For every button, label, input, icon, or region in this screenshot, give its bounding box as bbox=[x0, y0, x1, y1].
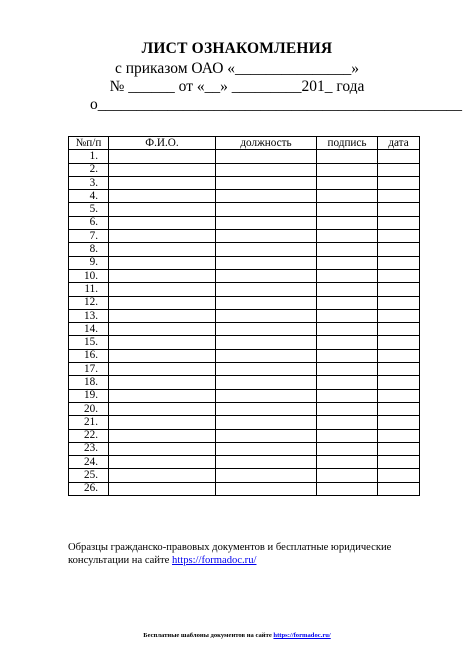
name-cell[interactable] bbox=[109, 176, 216, 189]
date-cell[interactable] bbox=[378, 256, 420, 269]
position-cell[interactable] bbox=[216, 309, 317, 322]
date-cell[interactable] bbox=[378, 442, 420, 455]
signature-cell[interactable] bbox=[317, 269, 378, 282]
name-cell[interactable] bbox=[109, 482, 216, 495]
date-cell[interactable] bbox=[378, 363, 420, 376]
column-header-signature: подпись bbox=[317, 137, 378, 150]
name-cell[interactable] bbox=[109, 269, 216, 282]
row-number: 1. bbox=[69, 150, 109, 163]
name-cell[interactable] bbox=[109, 203, 216, 216]
row-number: 25. bbox=[69, 469, 109, 482]
row-number: 16. bbox=[69, 349, 109, 362]
table-row bbox=[69, 482, 420, 495]
position-cell[interactable] bbox=[216, 376, 317, 389]
row-number: 22. bbox=[69, 429, 109, 442]
position-cell[interactable] bbox=[216, 456, 317, 469]
table-row bbox=[69, 296, 420, 309]
table-row bbox=[69, 283, 420, 296]
name-cell[interactable] bbox=[109, 230, 216, 243]
footer-note-text: Образцы гражданско-правовых документов и бесплатные юридические консультации на сайте bbox=[68, 542, 392, 566]
signature-cell[interactable] bbox=[317, 323, 378, 336]
date-cell[interactable] bbox=[378, 150, 420, 163]
table-row bbox=[69, 363, 420, 376]
date-cell[interactable] bbox=[378, 269, 420, 282]
signature-cell[interactable] bbox=[317, 176, 378, 189]
table-row bbox=[69, 376, 420, 389]
position-cell[interactable] bbox=[216, 442, 317, 455]
position-cell[interactable] bbox=[216, 349, 317, 362]
signature-cell[interactable] bbox=[317, 309, 378, 322]
table-row bbox=[69, 323, 420, 336]
row-number: 26. bbox=[69, 482, 109, 495]
row-number: 12. bbox=[69, 296, 109, 309]
table-row bbox=[69, 309, 420, 322]
row-number: 3. bbox=[69, 176, 109, 189]
signature-cell[interactable] bbox=[317, 230, 378, 243]
table-row bbox=[69, 230, 420, 243]
name-cell[interactable] bbox=[109, 163, 216, 176]
page-footer-link[interactable]: https://formadoc.ru/ bbox=[273, 632, 331, 639]
column-header-name: Ф.И.О. bbox=[109, 137, 216, 150]
name-cell[interactable] bbox=[109, 296, 216, 309]
signature-cell[interactable] bbox=[317, 216, 378, 229]
table-row bbox=[69, 190, 420, 203]
name-cell[interactable] bbox=[109, 469, 216, 482]
position-cell[interactable] bbox=[216, 269, 317, 282]
date-cell[interactable] bbox=[378, 456, 420, 469]
signature-cell[interactable] bbox=[317, 349, 378, 362]
footer-note-link[interactable]: https://formadoc.ru/ bbox=[172, 555, 257, 566]
table-row bbox=[69, 150, 420, 163]
position-cell[interactable] bbox=[216, 429, 317, 442]
position-cell[interactable] bbox=[216, 256, 317, 269]
signature-cell[interactable] bbox=[317, 416, 378, 429]
position-cell[interactable] bbox=[216, 416, 317, 429]
table-header-row bbox=[69, 137, 420, 150]
position-cell[interactable] bbox=[216, 163, 317, 176]
document-title: ЛИСТ ОЗНАКОМЛЕНИЯ bbox=[141, 40, 333, 57]
signature-cell[interactable] bbox=[317, 469, 378, 482]
date-cell[interactable] bbox=[378, 309, 420, 322]
table-row bbox=[69, 442, 420, 455]
table-row bbox=[69, 176, 420, 189]
name-cell[interactable] bbox=[109, 429, 216, 442]
signature-cell[interactable] bbox=[317, 296, 378, 309]
date-cell[interactable] bbox=[378, 402, 420, 415]
date-cell[interactable] bbox=[378, 429, 420, 442]
position-cell[interactable] bbox=[216, 176, 317, 189]
table-row bbox=[69, 349, 420, 362]
row-number: 8. bbox=[69, 243, 109, 256]
table-row bbox=[69, 216, 420, 229]
row-number: 6. bbox=[69, 216, 109, 229]
signature-cell[interactable] bbox=[317, 336, 378, 349]
name-cell[interactable] bbox=[109, 309, 216, 322]
column-header-position: должность bbox=[216, 137, 317, 150]
row-number: 18. bbox=[69, 376, 109, 389]
signature-cell[interactable] bbox=[317, 283, 378, 296]
signature-cell[interactable] bbox=[317, 429, 378, 442]
name-cell[interactable] bbox=[109, 376, 216, 389]
date-cell[interactable] bbox=[378, 389, 420, 402]
row-number: 14. bbox=[69, 323, 109, 336]
name-cell[interactable] bbox=[109, 402, 216, 415]
position-cell[interactable] bbox=[216, 336, 317, 349]
row-number: 2. bbox=[69, 163, 109, 176]
name-cell[interactable] bbox=[109, 190, 216, 203]
name-cell[interactable] bbox=[109, 256, 216, 269]
name-cell[interactable] bbox=[109, 389, 216, 402]
signature-cell[interactable] bbox=[317, 442, 378, 455]
date-cell[interactable] bbox=[378, 469, 420, 482]
date-cell[interactable] bbox=[378, 176, 420, 189]
page-footer-text: Бесплатные шаблоны документов на сайте bbox=[143, 632, 274, 639]
date-cell[interactable] bbox=[378, 190, 420, 203]
position-cell[interactable] bbox=[216, 363, 317, 376]
row-number: 10. bbox=[69, 269, 109, 282]
date-cell[interactable] bbox=[378, 376, 420, 389]
position-cell[interactable] bbox=[216, 203, 317, 216]
table-body bbox=[69, 150, 420, 496]
position-cell[interactable] bbox=[216, 296, 317, 309]
signature-cell[interactable] bbox=[317, 150, 378, 163]
position-cell[interactable] bbox=[216, 402, 317, 415]
table-row bbox=[69, 456, 420, 469]
row-number: 23. bbox=[69, 442, 109, 455]
table-row bbox=[69, 416, 420, 429]
date-cell[interactable] bbox=[378, 203, 420, 216]
position-cell[interactable] bbox=[216, 469, 317, 482]
date-cell[interactable] bbox=[378, 323, 420, 336]
table-row bbox=[69, 269, 420, 282]
position-cell[interactable] bbox=[216, 216, 317, 229]
position-cell[interactable] bbox=[216, 230, 317, 243]
row-number: 13. bbox=[69, 309, 109, 322]
table-row bbox=[69, 469, 420, 482]
row-number: 21. bbox=[69, 416, 109, 429]
signature-cell[interactable] bbox=[317, 243, 378, 256]
name-cell[interactable] bbox=[109, 283, 216, 296]
signature-cell[interactable] bbox=[317, 389, 378, 402]
table-row bbox=[69, 402, 420, 415]
name-cell[interactable] bbox=[109, 323, 216, 336]
row-number: 20. bbox=[69, 402, 109, 415]
position-cell[interactable] bbox=[216, 150, 317, 163]
position-cell[interactable] bbox=[216, 482, 317, 495]
order-number-date-line: № ______ от «__» _________201_ года bbox=[109, 78, 365, 95]
row-number: 17. bbox=[69, 363, 109, 376]
date-cell[interactable] bbox=[378, 482, 420, 495]
position-cell[interactable] bbox=[216, 190, 317, 203]
row-number: 15. bbox=[69, 336, 109, 349]
signature-cell[interactable] bbox=[317, 256, 378, 269]
date-cell[interactable] bbox=[378, 416, 420, 429]
page-footer bbox=[0, 632, 474, 639]
table-row bbox=[69, 336, 420, 349]
name-cell[interactable] bbox=[109, 442, 216, 455]
date-cell[interactable] bbox=[378, 296, 420, 309]
signature-cell[interactable] bbox=[317, 363, 378, 376]
row-number: 24. bbox=[69, 456, 109, 469]
column-header-number: №п/п bbox=[69, 137, 109, 150]
table-row bbox=[69, 389, 420, 402]
table-row bbox=[69, 429, 420, 442]
date-cell[interactable] bbox=[378, 336, 420, 349]
position-cell[interactable] bbox=[216, 389, 317, 402]
name-cell[interactable] bbox=[109, 216, 216, 229]
signature-cell[interactable] bbox=[317, 402, 378, 415]
row-number: 5. bbox=[69, 203, 109, 216]
name-cell[interactable] bbox=[109, 363, 216, 376]
signature-cell[interactable] bbox=[317, 456, 378, 469]
table-row bbox=[69, 243, 420, 256]
name-cell[interactable] bbox=[109, 336, 216, 349]
position-cell[interactable] bbox=[216, 323, 317, 336]
table-row bbox=[69, 256, 420, 269]
name-cell[interactable] bbox=[109, 150, 216, 163]
column-header-date: дата bbox=[378, 137, 420, 150]
date-cell[interactable] bbox=[378, 230, 420, 243]
row-number: 11. bbox=[69, 283, 109, 296]
name-cell[interactable] bbox=[109, 243, 216, 256]
signature-cell[interactable] bbox=[317, 190, 378, 203]
signature-cell[interactable] bbox=[317, 203, 378, 216]
name-cell[interactable] bbox=[109, 349, 216, 362]
date-cell[interactable] bbox=[378, 163, 420, 176]
row-number: 9. bbox=[69, 256, 109, 269]
order-subject-line: о_______________________________________________ bbox=[90, 96, 462, 113]
footer-note bbox=[68, 541, 444, 567]
name-cell[interactable] bbox=[109, 416, 216, 429]
position-cell[interactable] bbox=[216, 243, 317, 256]
date-cell[interactable] bbox=[378, 243, 420, 256]
signature-cell[interactable] bbox=[317, 163, 378, 176]
name-cell[interactable] bbox=[109, 456, 216, 469]
row-number: 19. bbox=[69, 389, 109, 402]
date-cell[interactable] bbox=[378, 216, 420, 229]
signature-cell[interactable] bbox=[317, 376, 378, 389]
row-number: 4. bbox=[69, 190, 109, 203]
table-row bbox=[69, 163, 420, 176]
date-cell[interactable] bbox=[378, 349, 420, 362]
position-cell[interactable] bbox=[216, 283, 317, 296]
order-reference-line: с приказом ОАО «_______________» bbox=[114, 60, 360, 77]
row-number: 7. bbox=[69, 230, 109, 243]
signature-cell[interactable] bbox=[317, 482, 378, 495]
acknowledgement-table bbox=[68, 136, 420, 496]
date-cell[interactable] bbox=[378, 283, 420, 296]
table-row bbox=[69, 203, 420, 216]
